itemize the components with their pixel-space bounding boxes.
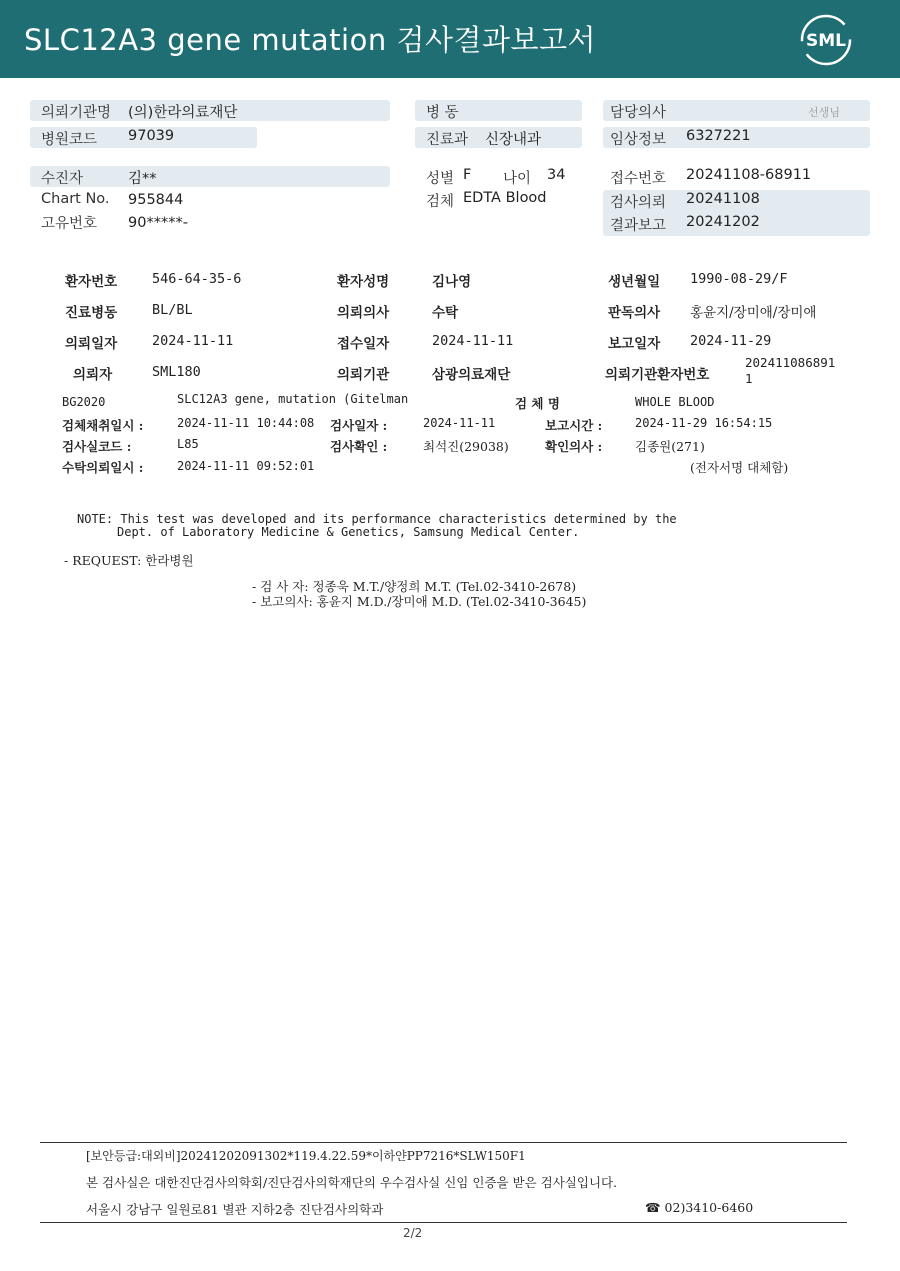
footer-cert: 본 검사실은 대한진단검사의학회/진단검사의학재단의 우수검사실 신임 인증을 받은 검사실입니다.	[86, 1175, 618, 1190]
test-collect-value: 2024-11-11 10:44:08	[177, 416, 315, 430]
scan-patient-no-value: 546-64-35-6	[152, 271, 242, 287]
patient-value: 김**	[128, 171, 157, 187]
footer-address: 서울시 강남구 일원로81 별관 지하2층 진단검사의학과	[86, 1202, 384, 1217]
doctor-label: 담당의사	[610, 105, 667, 121]
hospital-code-label: 병원코드	[41, 132, 98, 148]
request-label: 검사의뢰	[610, 195, 667, 211]
scan-ward-label: 진료병동	[65, 305, 118, 321]
test-date-label: 검사일자 :	[330, 418, 388, 433]
id-value: 90*****-	[128, 215, 188, 231]
scan-reading-value: 홍윤지/장미애/장미애	[690, 305, 817, 321]
ward-label: 병 동	[426, 105, 459, 121]
scan-recv-date-label: 접수일자	[337, 336, 390, 352]
scan-req-doctor-label: 의뢰의사	[337, 305, 390, 321]
scan-req-inst-value: 삼광의료재단	[432, 367, 511, 383]
id-label: 고유번호	[41, 216, 98, 232]
chart-value: 955844	[128, 192, 184, 208]
doctor-suffix: 선생님	[808, 106, 840, 119]
request-value: 20241108	[686, 191, 760, 207]
chart-label: Chart No.	[41, 191, 110, 207]
logo-text: SML	[806, 31, 846, 51]
scan-req-date-value: 2024-11-11	[152, 333, 234, 349]
clinical-label: 임상정보	[610, 132, 667, 148]
page-number: 2/2	[403, 1226, 423, 1240]
note-line-1: NOTE: This test was developed and its performance characteristics determined by the	[77, 512, 677, 526]
specimen-value: EDTA Blood	[463, 190, 547, 206]
test-code: BG2020	[62, 395, 106, 409]
dept-label: 진료과	[426, 132, 469, 148]
specimen-label: 검체	[426, 194, 455, 210]
scan-inst-patient-value-1: 202411086891	[745, 355, 836, 370]
scan-req-inst-label: 의뢰기관	[337, 367, 390, 383]
scan-patient-name-label: 환자성명	[337, 274, 390, 290]
test-specimen-name-value: WHOLE BLOOD	[635, 395, 715, 409]
scan-birth-label: 생년월일	[608, 274, 661, 290]
scan-req-doctor-value: 수탁	[432, 305, 459, 321]
receipt-label: 접수번호	[610, 171, 667, 187]
note-line-2: Dept. of Laboratory Medicine & Genetics, Samsung Medical Center.	[117, 525, 580, 539]
footer-security: [보안등급:대외비]20241202091302*119.4.22.59*이하얀PP7216*SLW150F1	[86, 1149, 526, 1163]
dept-value: 신장내과	[485, 132, 542, 148]
hospital-code-value: 97039	[128, 128, 175, 144]
age-value: 34	[547, 167, 566, 183]
patient-bar	[30, 166, 390, 187]
scan-inst-patient-value-2: 1	[745, 371, 753, 386]
scan-req-date-label: 의뢰일자	[65, 336, 118, 352]
report-label: 결과보고	[610, 218, 667, 234]
scan-birth-value: 1990-08-29/F	[690, 271, 788, 287]
test-lab-code-value: L85	[177, 437, 199, 451]
test-date-value: 2024-11-11	[423, 416, 496, 430]
test-esign-note: (전자서명 대체함)	[690, 460, 789, 475]
test-name: SLC12A3 gene, mutation (Gitelman	[177, 392, 409, 406]
scan-recv-date-value: 2024-11-11	[432, 333, 514, 349]
test-confirm-doctor-label: 확인의사 :	[545, 439, 603, 454]
test-consign-value: 2024-11-11 09:52:01	[177, 459, 315, 473]
test-confirm-label: 검사확인 :	[330, 439, 388, 454]
patient-label: 수진자	[41, 171, 84, 187]
test-lab-code-label: 검사실코드 :	[62, 439, 132, 454]
report-title: SLC12A3 gene mutation 검사결과보고서	[24, 23, 597, 57]
tester-line: - 검 사 자: 정종욱 M.T./양정희 M.T. (Tel.02-3410-2678)	[252, 579, 577, 594]
footer-bottom-divider	[40, 1222, 847, 1223]
report-value: 20241202	[686, 214, 760, 230]
test-confirm-doctor-value: 김종원(271)	[635, 439, 705, 454]
scan-ward-value: BL/BL	[152, 302, 193, 318]
institution-value: (의)한라의료재단	[128, 105, 238, 121]
request-line: - REQUEST: 한라병원	[64, 553, 194, 568]
test-specimen-name-label: 검 체 명	[515, 396, 560, 411]
receipt-value: 20241108-68911	[686, 167, 812, 183]
scan-report-date-value: 2024-11-29	[690, 333, 772, 349]
scan-requester-value: SML180	[152, 364, 201, 380]
report-header	[0, 0, 900, 78]
footer-top-divider	[40, 1142, 847, 1143]
test-report-time-label: 보고시간 :	[545, 418, 603, 433]
institution-label: 의뢰기관명	[41, 105, 112, 121]
footer-phone: ☎ 02)3410-6460	[645, 1200, 754, 1215]
test-report-time-value: 2024-11-29 16:54:15	[635, 416, 773, 430]
test-confirm-value: 최석진(29038)	[423, 439, 509, 454]
reporter-line: - 보고의사: 홍윤지 M.D./장미애 M.D. (Tel.02-3410-3645)	[252, 594, 587, 609]
sml-logo-icon	[798, 12, 854, 68]
test-collect-label: 검체채취일시 :	[62, 418, 144, 433]
clinical-value: 6327221	[686, 128, 751, 144]
sex-label: 성별	[426, 171, 455, 187]
scan-patient-no-label: 환자번호	[65, 274, 118, 290]
scan-patient-name-value: 김나영	[432, 274, 472, 290]
scan-inst-patient-label: 의뢰기관환자번호	[605, 367, 710, 383]
scan-requester-label: 의뢰자	[73, 367, 113, 383]
age-label: 나이	[503, 171, 532, 187]
sex-value: F	[463, 167, 472, 183]
scan-report-date-label: 보고일자	[608, 336, 661, 352]
scan-reading-label: 판독의사	[608, 305, 661, 321]
test-consign-label: 수탁의뢰일시 :	[62, 460, 144, 475]
